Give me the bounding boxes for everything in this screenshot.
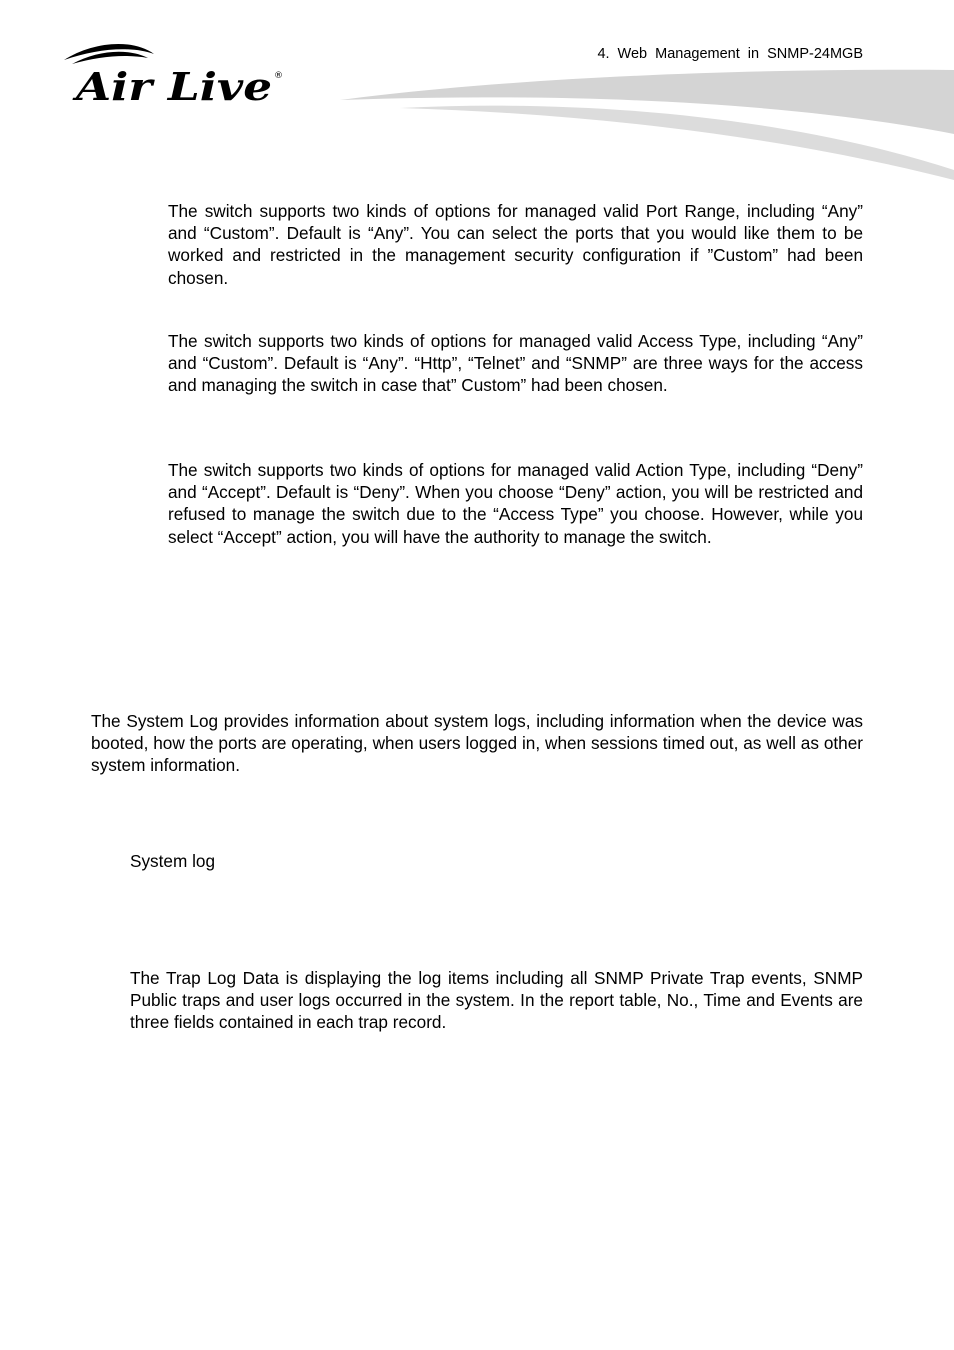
registered-mark: ® xyxy=(274,71,283,81)
chapter-title: 4. Web Management in SNMP-24MGB xyxy=(597,46,863,62)
port-range-paragraph: The switch supports two kinds of options for managed valid Port Range, including “Any” and “Custom”. Default is “Any”. You can select the ports that you would like them to be worked and restricted in the management security configuration if ”Custom” had been chosen. xyxy=(168,201,863,288)
access-type-paragraph: The switch supports two kinds of options for managed valid Access Type, including “Any” and “Custom”. Default is “Any”. “Http”, “Telnet” and “SNMP” are three ways for the access and managing the switch in case that” Custom” had been chosen. xyxy=(168,331,863,396)
logo-wing-icon xyxy=(64,44,154,60)
decorative-swoosh xyxy=(340,62,954,180)
trap-log-paragraph: The Trap Log Data is displaying the log items including all SNMP Private Trap events, SNMP Public traps and user logs occurred in the system. In the report table, No., Time and Events are three fields contained in each trap record. xyxy=(130,968,863,1033)
system-log-intro-paragraph: The System Log provides information about system logs, including information when the device was booted, how the ports are operating, when users logged in, when sessions timed out, as well as other system information. xyxy=(91,711,863,776)
action-type-paragraph: The switch supports two kinds of options for managed valid Action Type, including “Deny” and “Accept”. Default is “Deny”. When you choose “Deny” action, you will be restricted and refused to manage the switch due to the “Access Type” you choose. However, while you select “Accept” action, you will have the authority to manage the switch. xyxy=(168,460,863,547)
airlive-logo xyxy=(62,40,287,106)
system-log-label: System log xyxy=(130,851,216,871)
logo-wordmark: Air Live xyxy=(72,64,272,106)
